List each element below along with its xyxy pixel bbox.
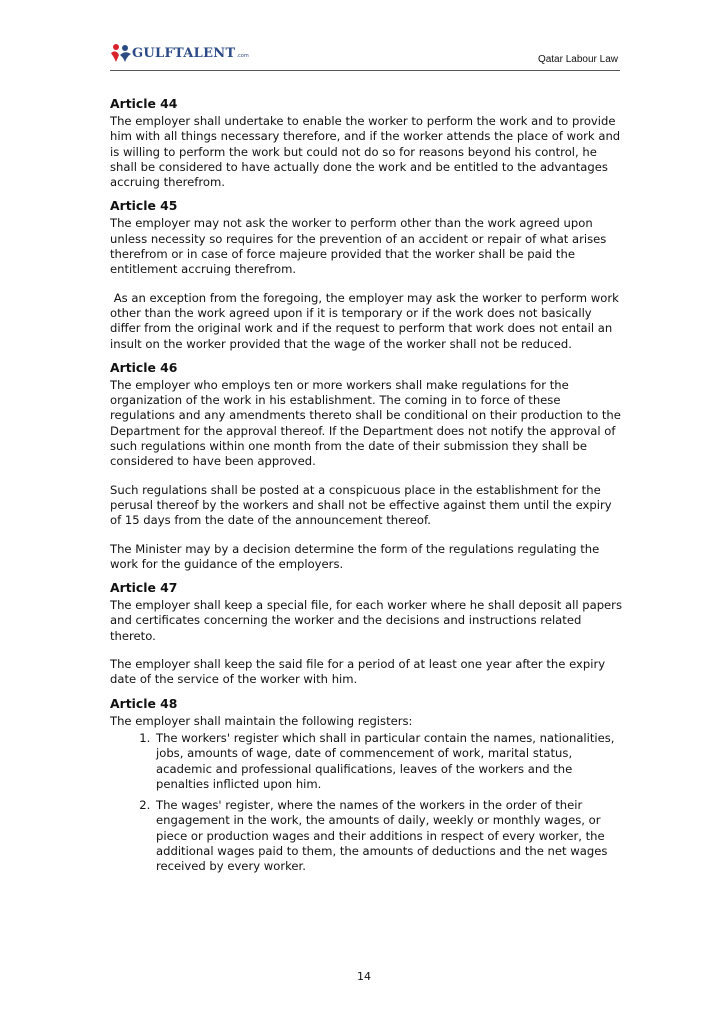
article-paragraph: The employer shall undertake to enable the worker to perform the work and to provide him with all things necessary therefore, and if the worker attends the place of work and is willing to perform the work but could not do so for reasons beyond his control, he shall be considered to have actually done the work and be entitled to the advantages accruing therefrom. (110, 114, 621, 190)
article-48 (110, 696, 622, 875)
page-number: 14 (357, 970, 371, 983)
article-paragraph: The Minister may by a decision determine the form of the regulations regulating the work for the guidance of the employers. (110, 541, 600, 571)
document-body (110, 96, 622, 883)
article-heading: Article 47 (110, 580, 178, 596)
article-heading: Article 46 (110, 359, 178, 375)
article-paragraph: The employer shall maintain the following registers: (110, 713, 413, 728)
article-44 (110, 96, 622, 190)
list-item: 1. The workers' register which shall in particular contain the names, nationalities, jobs, amounts of wage, date of commencement of work, marital status, academic and professional qualifications, leaves of the workers and the penalties inflicted upon him. (154, 731, 622, 792)
registers-list (110, 731, 622, 875)
article-paragraph: The employer who employs ten or more workers shall make regulations for the organization of the work in his establishment. The coming in to force of these regulations and any amendments thereto shall be conditional on their production to the Department for the approval thereof. If the Department does not notify the approval of such regulations within one month from the date of their submission they shall be considered to have been approved. (110, 377, 621, 469)
article-paragraph: The employer shall keep the said file for a period of at least one year after the expiry date of the service of the worker with him. (110, 657, 606, 687)
gulftalent-logo (110, 42, 249, 64)
article-heading: Article 45 (110, 198, 178, 214)
article-heading: Article 48 (110, 695, 178, 711)
document-title: Qatar Labour Law (537, 54, 618, 65)
article-paragraph: The employer shall keep a special file, for each worker where he shall deposit all papers and certificates concerning the worker and the decisions and instructions related thereto. (110, 598, 622, 643)
logo-suffix: .com (236, 53, 249, 59)
logo-text: GULFTALENT (132, 45, 236, 61)
article-46 (110, 360, 622, 572)
article-paragraph: Such regulations shall be posted at a conspicuous place in the establishment for the perusal thereof by the workers and shall not be effective against them until the expiry of 15 days from the date of the announcement thereof. (110, 482, 612, 528)
list-item: 2. The wages' register, where the names of the workers in the order of their engagement in the work, the amounts of daily, weekly or monthly wages, or piece or production wages and their additions in respect of every worker, the additional wages paid to them, the amounts of deductions and the net wages received by every worker. (154, 798, 622, 874)
article-47 (110, 580, 622, 687)
article-45 (110, 198, 622, 351)
article-paragraph: The employer may not ask the worker to perform other than the work agreed upon unless necessity so requires for the prevention of an accident or repair of what arises therefrom or in case of force majeure provided that the worker shall be paid the entitlement accruing therefrom. (110, 216, 607, 277)
article-heading: Article 44 (110, 96, 178, 111)
people-logo-icon (110, 43, 132, 63)
page-header (110, 40, 620, 71)
article-paragraph: As an exception from the foregoing, the employer may ask the worker to perform work other than the work agreed upon if it is temporary or if the work does not basically differ from the original work and if the request to perform that work does not entail an insult on the worker provided that the wage of the worker shall not be reduced. (110, 290, 623, 351)
